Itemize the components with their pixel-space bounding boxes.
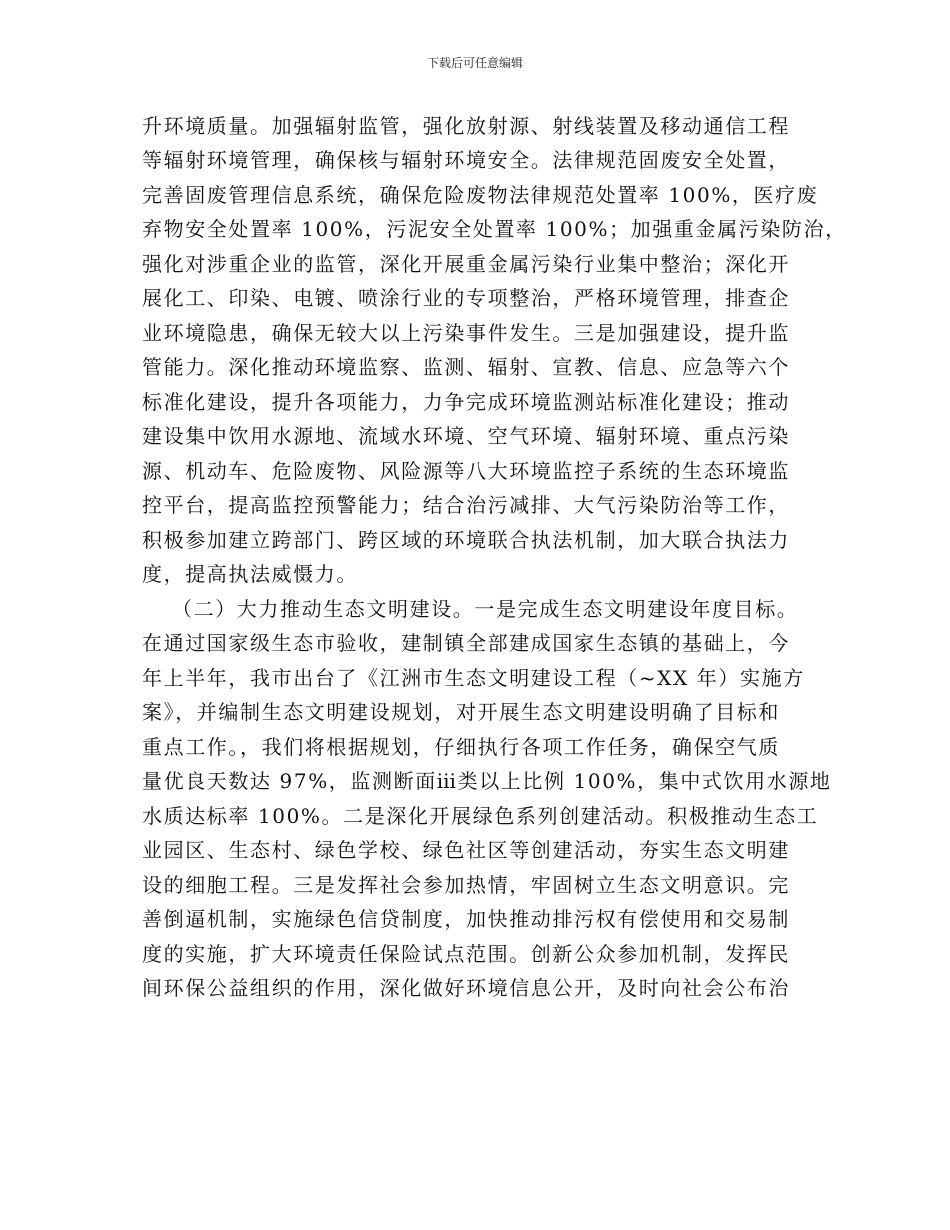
text-line: 升环境质量。加强辐射监管，强化放射源、射线装置及移动通信工程 <box>142 114 790 138</box>
text-line: 设的细胞工程。三是发挥社会参加热情，牢固树立生态文明意识。完 <box>142 873 790 897</box>
text-line: 标准化建设，提升各项能力，力争完成环境监测站标准化建设；推动 <box>142 390 790 414</box>
text-line: 积极参加建立跨部门、跨区域的环境联合执法机制，加大联合执法力 <box>142 528 790 552</box>
text-line: 度的实施，扩大环境责任保险试点范围。创新公众参加机制，发挥民 <box>142 942 790 966</box>
text-line: 完善固废管理信息系统，确保危险废物法律规范处置率 100%，医疗废 <box>142 183 819 207</box>
text-line: 度，提高执法威慑力。 <box>142 562 358 586</box>
text-line: 年上半年，我市出台了《江洲市生态文明建设工程（~XX 年）实施方 <box>142 666 805 690</box>
text-line: 善倒逼机制，实施绿色信贷制度，加快推动排污权有偿使用和交易制 <box>142 907 790 931</box>
text-line: 控平台，提高监控预警能力；结合治污减排、大气污染防治等工作， <box>142 493 790 517</box>
text-line: 业环境隐患，确保无较大以上污染事件发生。三是加强建设，提升监 <box>142 321 790 345</box>
text-line: 量优良天数达 97%，监测断面ⅲ类以上比例 100%，集中式饮用水源地 <box>142 769 832 793</box>
page-header-note: 下载后可任意编辑 <box>426 56 523 70</box>
text-line: 水质达标率 100%。二是深化开展绿色系列创建活动。积极推动生态工 <box>142 804 819 828</box>
text-line: 管能力。深化推动环境监察、监测、辐射、宣教、信息、应急等六个 <box>142 355 790 379</box>
text-line: 重点工作。，我们将根据规划，仔细执行各项工作任务，确保空气质 <box>142 735 780 759</box>
text-line: 等辐射环境管理，确保核与辐射环境安全。法律规范固废安全处置， <box>142 148 790 172</box>
text-line: 建设集中饮用水源地、流域水环境、空气环境、辐射环境、重点污染 <box>142 424 790 448</box>
text-line: 在通过国家级生态市验收，建制镇全部建成国家生态镇的基础上，今 <box>142 631 790 655</box>
section-heading-line: （二）大力推动生态文明建设。一是完成生态文明建设年度目标。 <box>172 597 799 621</box>
text-line: 强化对涉重企业的监管，深化开展重金属污染行业集中整治；深化开 <box>142 252 790 276</box>
text-line: 源、机动车、危险废物、风险源等八大环境监控子系统的生态环境监 <box>142 459 790 483</box>
text-line: 案》，并编制生态文明建设规划，对开展生态文明建设明确了目标和 <box>142 700 780 724</box>
text-line: 弃物安全处置率 100%，污泥安全处置率 100%；加强重金属污染防治， <box>142 217 847 241</box>
text-line: 业园区、生态村、绿色学校、绿色社区等创建活动，夯实生态文明建 <box>142 838 790 862</box>
text-line: 间环保公益组织的作用，深化做好环境信息公开，及时向社会公布治 <box>142 976 790 1000</box>
text-line: 展化工、印染、电镀、喷涂行业的专项整治，严格环境管理，排查企 <box>142 286 790 310</box>
